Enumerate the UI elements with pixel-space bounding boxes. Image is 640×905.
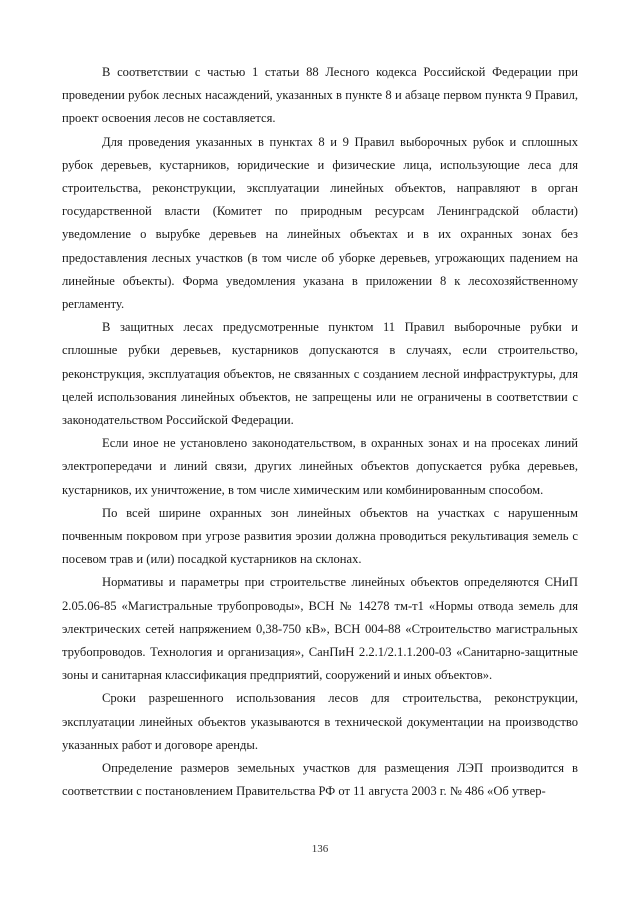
paragraph: Если иное не установлено законодательством, в охранных зонах и на просеках линий электропередачи и линий связи, других линейных объектов допускается рубка деревьев, кустарников, их уничтожение, в том числе химическим или комбинированным способом. bbox=[62, 436, 578, 497]
paragraph: Нормативы и параметры при строительстве линейных объектов определяются СНиП 2.05.06-85 «Магистральные трубопроводы», ВСН № 14278 тм-т1 «Нормы отвода земель для электрических сетей напряжением 0,38-750 кВ», ВСН 004-88 «Строительство магистральных трубопроводов. Технология и организация», СанПиН 2.2.1/2.1.1.200-03 «Санитарно-защитные зоны и санитарная классификация предприятий, сооружений и иных объектов». bbox=[62, 575, 578, 683]
paragraph: В соответствии с частью 1 статьи 88 Лесного кодекса Российской Федерации при проведении рубок лесных насаждений, указанных в пункте 8 и абзаце первом пункта 9 Правил, проект освоения лесов не составляется. bbox=[62, 65, 578, 126]
paragraph: По всей ширине охранных зон линейных объектов на участках с нарушенным почвенным покровом при угрозе развития эрозии должна проводиться рекультивация земель с посевом трав и (или) посадкой кустарников на склонах. bbox=[62, 505, 578, 567]
paragraph: Сроки разрешенного использования лесов для строительства, реконструкции, эксплуатации линейных объектов указываются в технической документации на производство указанных работ и договоре аренды. bbox=[62, 691, 578, 752]
paragraph: Для проведения указанных в пунктах 8 и 9 Правил выборочных рубок и сплошных рубок деревьев, кустарников, юридические и физические лица, использующие леса для строительства, реконструкции, эксплуатации линейных объектов, направляют в орган государственной власти (Комитет по природным ресурсам Ленинградской области) уведомление о вырубке деревьев на линейных объектах и в их охранных зонах без предоставления лесных участков (в том числе об уборке деревьев, угрожающих падением на линейные объекты). Форма уведомления указана в приложении 8 к лесохозяйственному регламенту. bbox=[62, 134, 578, 312]
paragraph: В защитных лесах предусмотренные пунктом 11 Правил выборочные рубки и сплошные рубки деревьев, кустарников допускаются в случаях, если строительство, реконструкция, эксплуатация объектов, не связанных с созданием лесной инфраструктуры, для целей использования линейных объектов, не запрещены или не ограничены в соответствии с законодательством Российской Федерации. bbox=[62, 320, 578, 428]
paragraph: Определение размеров земельных участков для размещения ЛЭП производится в соответствии с постановлением Правительства РФ от 11 августа 2003 г. № 486 «Об утвер- bbox=[62, 761, 578, 799]
page-number: 136 bbox=[311, 843, 329, 855]
body-text bbox=[62, 61, 578, 804]
